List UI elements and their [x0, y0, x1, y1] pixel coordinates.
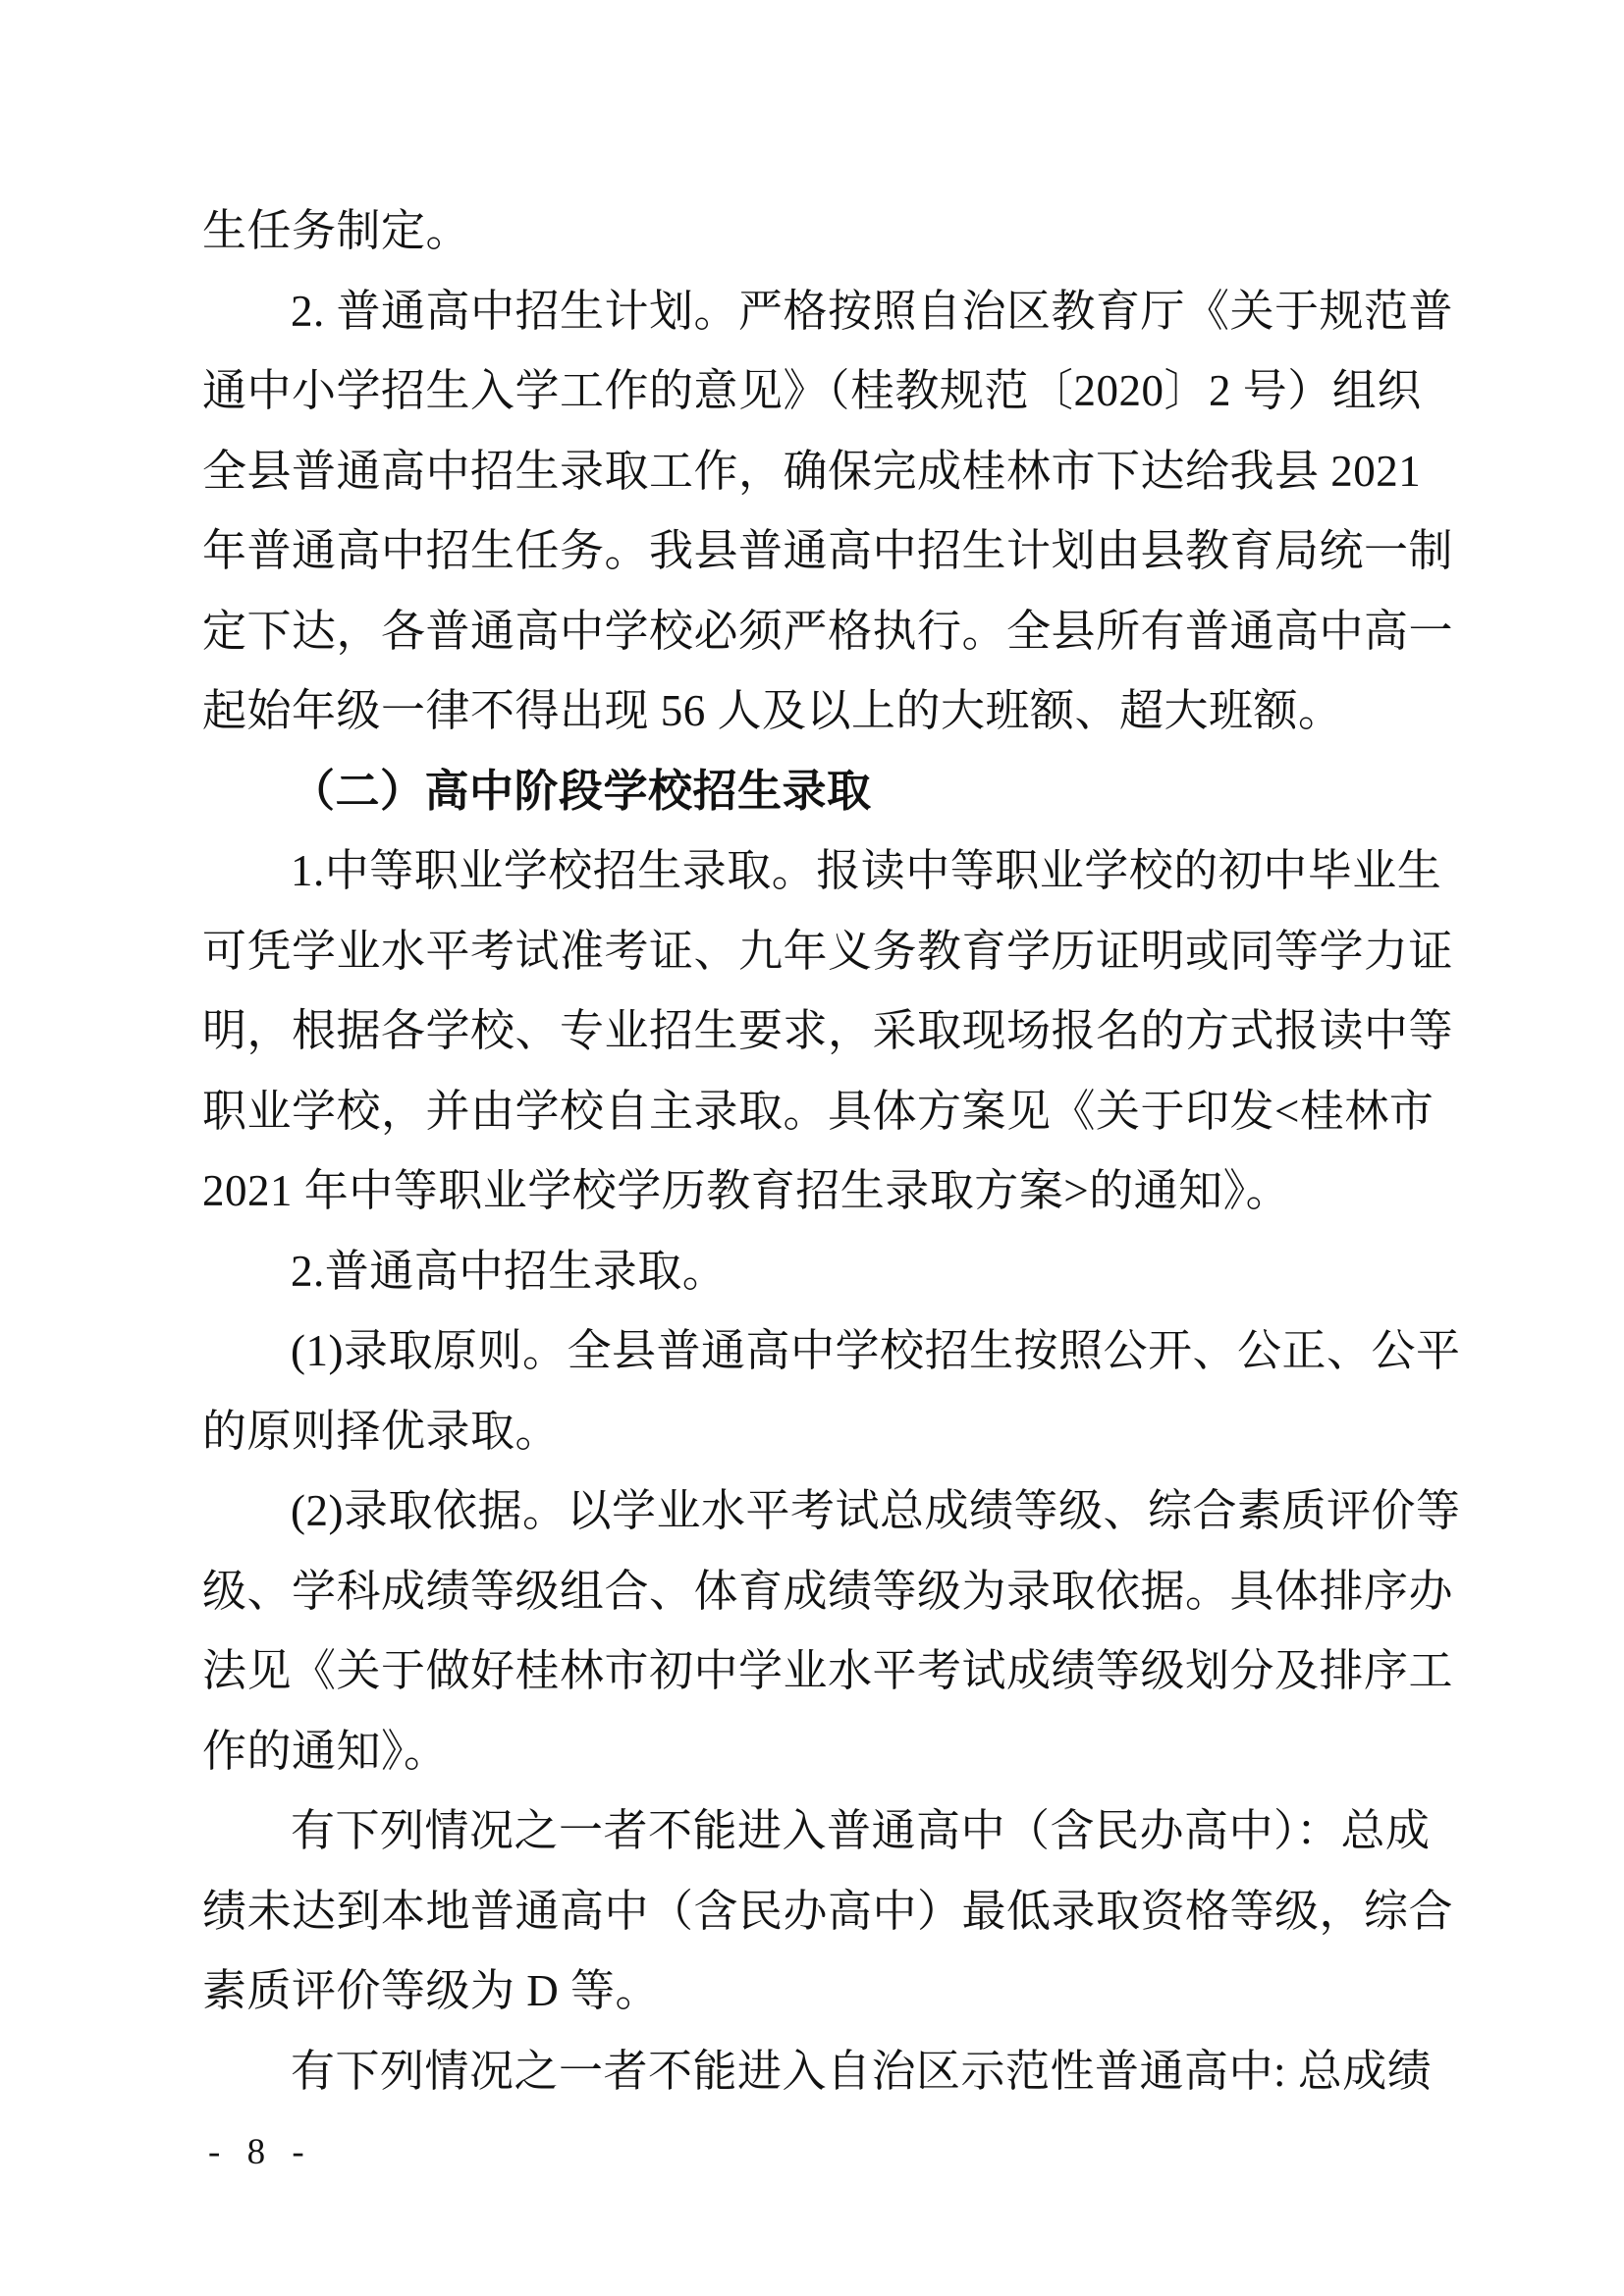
text-line: 2021 年中等职业学校学历教育招生录取方案>的通知》。: [202, 1166, 1291, 1215]
text-line: 有下列情况之一者不能进入普通高中（含民办高中）：总成: [291, 1806, 1431, 1855]
text-line: (1)录取原则。全县普通高中学校招生按照公开、公正、公平: [291, 1326, 1461, 1375]
document-body: [202, 191, 1461, 2111]
text-line: 素质评价等级为 D 等。: [202, 1966, 660, 2015]
text-line: 1.中等职业学校招生录取。报读中等职业学校的初中毕业生: [291, 846, 1442, 895]
text-line: 年普通高中招生任务。我县普通高中招生计划由县教育局统一制: [202, 526, 1454, 575]
text-line: 作的通知》。: [202, 1726, 449, 1776]
paragraph: [202, 831, 1454, 1232]
paragraph: [202, 1791, 1454, 2032]
text-line: 职业学校，并由学校自主录取。具体方案见《关于印发<桂林市: [202, 1086, 1435, 1136]
text-line: 明，根据各学校、专业招生要求，采取现场报名的方式报读中等: [202, 1006, 1454, 1055]
text-line: 法见《关于做好桂林市初中学业水平考试成绩等级划分及排序工: [202, 1646, 1454, 1695]
text-line: 有下列情况之一者不能进入自治区示范性普通高中: 总成绩: [291, 2046, 1433, 2096]
text-line: （二）高中阶段学校招生录取: [291, 766, 872, 816]
paragraph: [202, 1471, 1461, 1791]
text-line: 通中小学招生入学工作的意见》（桂教规范〔2020〕2 号）组织: [202, 366, 1422, 415]
paragraph: [202, 2032, 1447, 2112]
page-number: - 8 -: [208, 2132, 313, 2172]
text-line: 生任务制定。: [202, 206, 471, 255]
text-line: 的原则择优录取。: [202, 1406, 561, 1456]
text-line: 级、学科成绩等级组合、体育成绩等级为录取依据。具体排序办: [202, 1566, 1454, 1616]
text-line: 2.普通高中招生录取。: [291, 1246, 728, 1296]
text-line: 可凭学业水平考试准考证、九年义务教育学历证明或同等学力证: [202, 926, 1454, 976]
text-line: 绩未达到本地普通高中（含民办高中）最低录取资格等级，综合: [202, 1886, 1454, 1936]
paragraph: [202, 272, 1454, 752]
text-line: 起始年级一律不得出现 56 人及以上的大班额、超大班额。: [202, 686, 1343, 735]
text-line: (2)录取依据。以学业水平考试总成绩等级、综合素质评价等: [291, 1486, 1461, 1535]
paragraph: [202, 191, 1447, 272]
text-line: 定下达，各普通高中学校必须严格执行。全县所有普通高中高一: [202, 606, 1454, 656]
paragraph: [202, 1311, 1461, 1471]
section-heading: [202, 752, 1447, 832]
text-line: 2. 普通高中招生计划。严格按照自治区教育厅《关于规范普: [291, 286, 1454, 336]
paragraph: [202, 1232, 1447, 1312]
text-line: 全县普通高中招生录取工作，确保完成桂林市下达给我县 2021: [202, 446, 1422, 496]
